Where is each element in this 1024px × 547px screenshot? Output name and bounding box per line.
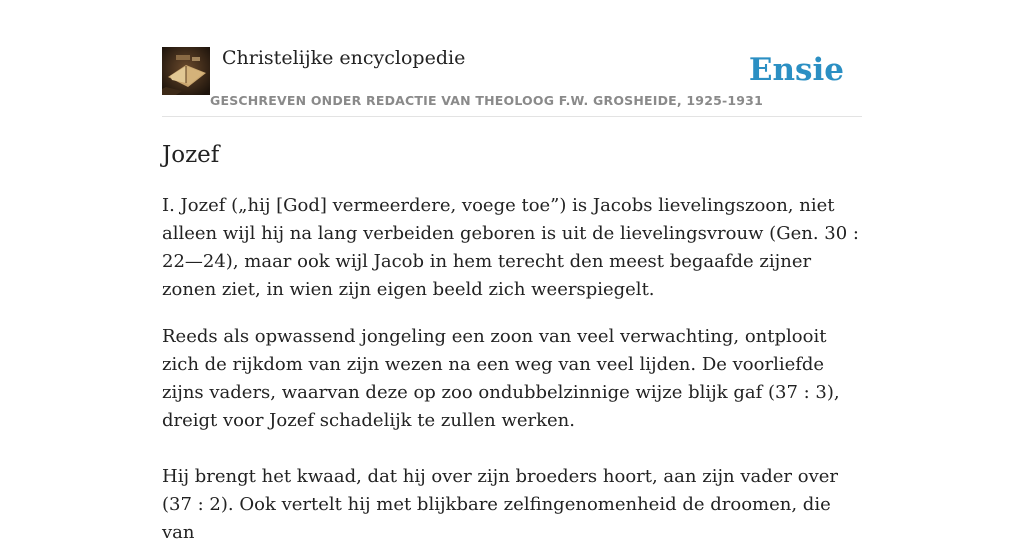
- encyclopedia-avatar[interactable]: [162, 47, 210, 95]
- article-paragraph: Reeds als opwassend jongeling een zoon van veel verwachting, ontplooit zich de rijkdom van zijn wezen na een weg van veel lijden. De voorliefde zijns vaders, waarvan deze op zoo ondubbelzinnige wijze blijk gaf (37 : 3), dreigt voor Jozef schadelijk te zullen werken.: [162, 326, 840, 431]
- site-header: [162, 46, 862, 117]
- article-body: [162, 192, 862, 547]
- book-image-icon: [162, 47, 210, 95]
- article-paragraph: I. Jozef („hij [God] vermeerdere, voege toe”) is Jacobs lievelingszoon, niet alleen wijl hij na lang verbeiden geboren is uit de lievelingsvrouw (Gen. 30 : 22—24), maar ook wijl Jacob in hem terecht den meest begaafde zijner zonen ziet, in wien zijn eigen beeld zich weerspiegelt.: [162, 195, 859, 300]
- article-paragraph: Hij brengt het kwaad, dat hij over zijn broeders hoort, aan zijn vader over (37 : 2). Ook vertelt hij met blijkbare zelfingenomenheid de droomen, die van: [162, 466, 839, 543]
- article-title: Jozef: [162, 142, 220, 168]
- site-subtitle: GESCHREVEN ONDER REDACTIE VAN THEOLOOG F.W. GROSHEIDE, 1925-1931: [210, 93, 763, 108]
- brand-logo-link[interactable]: Ensie: [748, 52, 844, 88]
- site-title[interactable]: Christelijke encyclopedie: [222, 47, 466, 69]
